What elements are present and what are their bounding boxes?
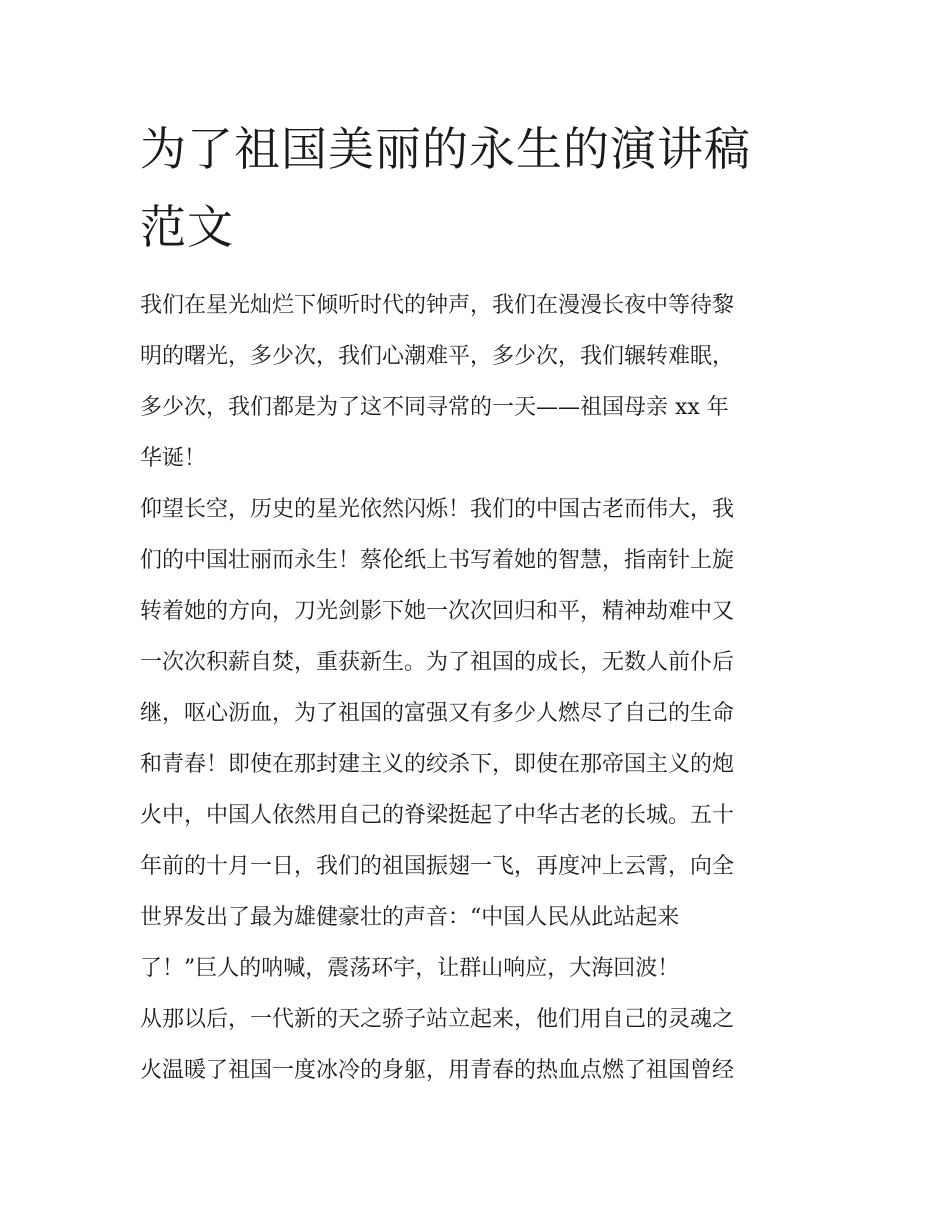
text-line: 华诞！ [140,446,207,471]
text-line: 转着她的方向，刀光剑影下她一次次回归和平，精神劫难中又 [140,599,735,624]
text-line: 火中，中国人依然用自己的脊梁挺起了中华古老的长城。五十 [140,803,735,828]
text-line: 们的中国壮丽而永生！蔡伦纸上书写着她的智慧，指南针上旋 [140,548,735,573]
text-line: 火温暖了祖国一度冰冷的身躯，用青春的热血点燃了祖国曾经 [140,1058,735,1083]
text-line: 和青春！即使在那封建主义的绞杀下，即使在那帝国主义的炮 [140,752,735,777]
text-line: 继，呕心沥血，为了祖国的富强又有多少人燃尽了自己的生命 [140,701,735,726]
title-line: 范文 [140,200,234,254]
title-line: 为了祖国美丽的永生的演讲稿 [140,122,751,176]
text-line: 我们在星光灿烂下倾听时代的钟声，我们在漫漫长夜中等待黎 [140,293,735,318]
text-line: 一次次积薪自焚，重获新生。为了祖国的成长，无数人前仆后 [140,650,735,675]
text-line: 多少次，我们都是为了这不同寻常的一天——祖国母亲 xx 年 [140,395,729,420]
document-title [140,110,812,266]
text-line: 仰望长空，历史的星光依然闪烁！我们的中国古老而伟大，我 [140,497,735,522]
document-content [140,110,812,1096]
text-line: 明的曙光，多少次，我们心潮难平，多少次，我们辗转难眠， [140,344,735,369]
text-line: 世界发出了最为雄健豪壮的声音：“中国人民从此站起来 [140,905,680,930]
text-line: 了！”巨人的呐喊，震荡环宇，让群山响应，大海回波！ [140,956,680,981]
document-body [140,280,812,1096]
text-line: 年前的十月一日，我们的祖国振翅一飞，再度冲上云霄，向全 [140,854,735,879]
text-line: 从那以后，一代新的天之骄子站立起来，他们用自己的灵魂之 [140,1007,735,1032]
